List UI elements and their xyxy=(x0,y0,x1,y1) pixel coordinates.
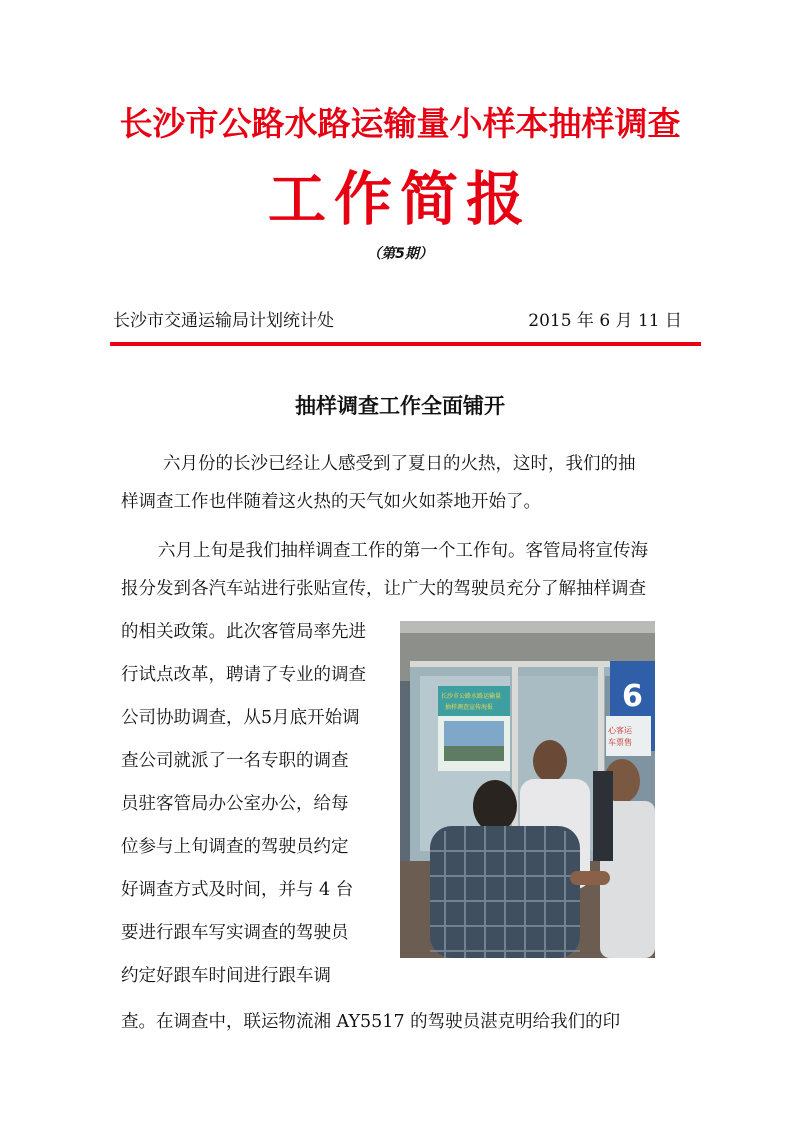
paragraph-line: 行试点改革，聘请了专业的调查 xyxy=(121,665,366,685)
paragraph-line: 样调查工作也伴随着这火热的天气如火如荼地开始了。 xyxy=(121,492,541,512)
paragraph-line: 查公司就派了一名专职的调查 xyxy=(121,751,349,771)
paragraph-line: 六月份的长沙已经让人感受到了夏日的火热，这时，我们的抽 xyxy=(163,454,636,474)
article-title: 抽样调查工作全面铺开 xyxy=(295,394,505,418)
paragraph-line: 查。在调查中，联运物流湘 AY5517 的驾驶员湛克明给我们的印 xyxy=(121,1012,621,1032)
paragraph-line: 约定好跟车时间进行跟车调 xyxy=(121,966,331,986)
paragraph-line: 要进行跟车写实调查的驾驶员 xyxy=(121,923,349,943)
bulletin-title-line1: 长沙市公路水路运输量小样本抽样调查 xyxy=(119,104,681,143)
survey-photo-illustration xyxy=(400,621,655,958)
publish-date: 2015 年 6 月 11 日 xyxy=(528,311,682,331)
poster-text: 抽样调查宣传海报 xyxy=(445,704,494,711)
issue-number: （第5期） xyxy=(367,246,433,262)
survey-photo xyxy=(400,621,655,958)
paragraph-line: 员驻客管局办公室办公，给每 xyxy=(121,794,349,814)
paragraph-line: 好调查方式及时间，并与 4 台 xyxy=(121,880,354,900)
paragraph-line: 公司协助调查，从5月底开始调 xyxy=(121,708,360,728)
red-divider xyxy=(110,342,701,346)
organization-name: 长沙市交通运输局计划统计处 xyxy=(113,311,334,331)
paragraph-line: 六月上旬是我们抽样调查工作的第一个工作旬。客管局将宣传海 xyxy=(158,541,648,561)
paragraph-line: 位参与上旬调查的驾驶员约定 xyxy=(121,837,349,857)
bulletin-title-line2: 工作简报 xyxy=(267,165,532,233)
poster-text: 长沙市公路水路运输量 xyxy=(441,693,502,700)
svg-text:6: 6 xyxy=(622,679,643,714)
sign-text: 心客运 xyxy=(608,726,632,735)
sign-text: 车票售 xyxy=(608,738,632,747)
paragraph-line: 的相关政策。此次客管局率先进 xyxy=(121,622,366,642)
paragraph-line: 报分发到各汽车站进行张贴宣传，让广大的驾驶员充分了解抽样调查 xyxy=(121,579,646,599)
